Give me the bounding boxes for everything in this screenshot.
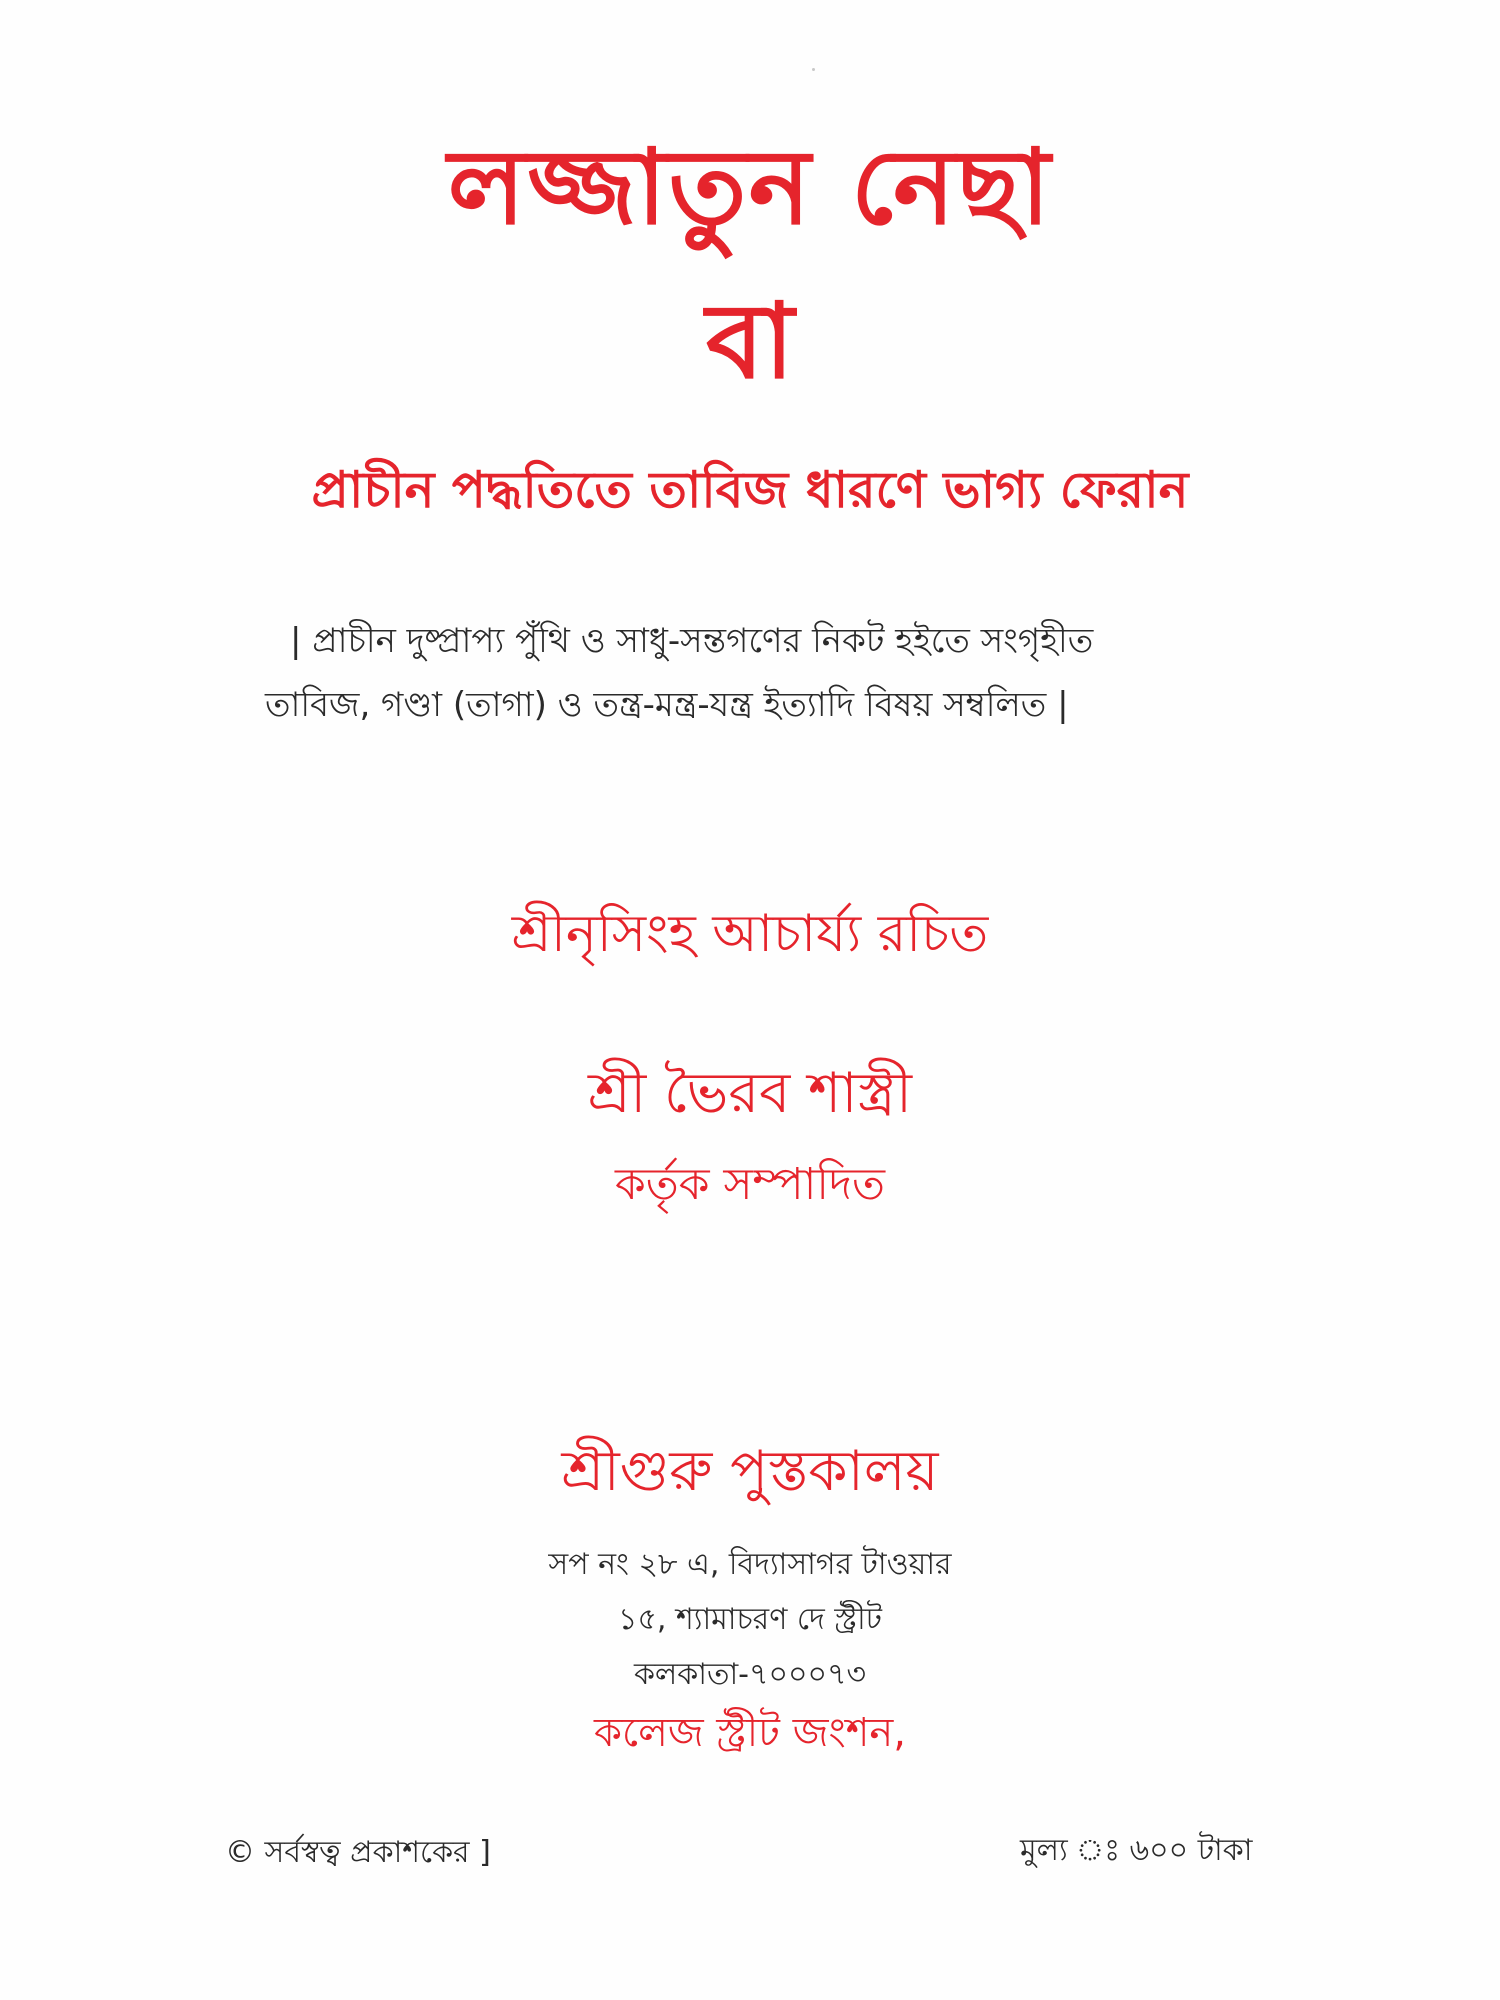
editor-name: শ্রী ভৈরব শাস্ত্রী	[587, 1061, 913, 1126]
description-line-1: | প্রাচীন দুষ্প্রাপ্য পুঁথি ও সাধু-সন্তগণের নিকট হইতে সংগৃহীত	[290, 621, 1094, 661]
publisher-address-line-1: সপ নং ২৮ এ, বিদ্যাসাগর টাওয়ার	[548, 1547, 952, 1582]
publisher-address-line-4: কলেজ স্ট্রীট জংশন,	[594, 1710, 906, 1756]
copyright-notice: © সর্বস্বত্ব প্রকাশকের ]	[225, 1835, 491, 1870]
description-line-2: তাবিজ, গণ্ডা (তাগা) ও তন্ত্র-মন্ত্র-যন্ত্র ইত্যাদি বিষয় সম্বলিত |	[265, 685, 1069, 725]
publisher-address-line-3: কলকাতা-৭০০০৭৩	[633, 1657, 867, 1692]
author-credit: শ্রীনৃসিংহ আচার্য্য রচিত	[511, 904, 989, 964]
book-title: লজ্জাতুন নেছা	[447, 126, 1053, 248]
edited-by-label: কর্তৃক সম্পাদিত	[614, 1159, 886, 1210]
price-label: মুল্য ঃ ৬০০ টাকা	[1020, 1833, 1253, 1868]
book-subtitle: প্রাচীন পদ্ধতিতে তাবিজ ধারণে ভাগ্য ফেরান	[311, 461, 1189, 519]
publisher-name: শ্রীগুরু পুস্তকালয়	[561, 1439, 939, 1504]
title-conjunction: বা	[705, 280, 795, 402]
paper-speck	[812, 68, 815, 71]
publisher-address-line-2: ১৫, শ্যামাচরণ দে স্ট্রীট	[617, 1602, 883, 1637]
